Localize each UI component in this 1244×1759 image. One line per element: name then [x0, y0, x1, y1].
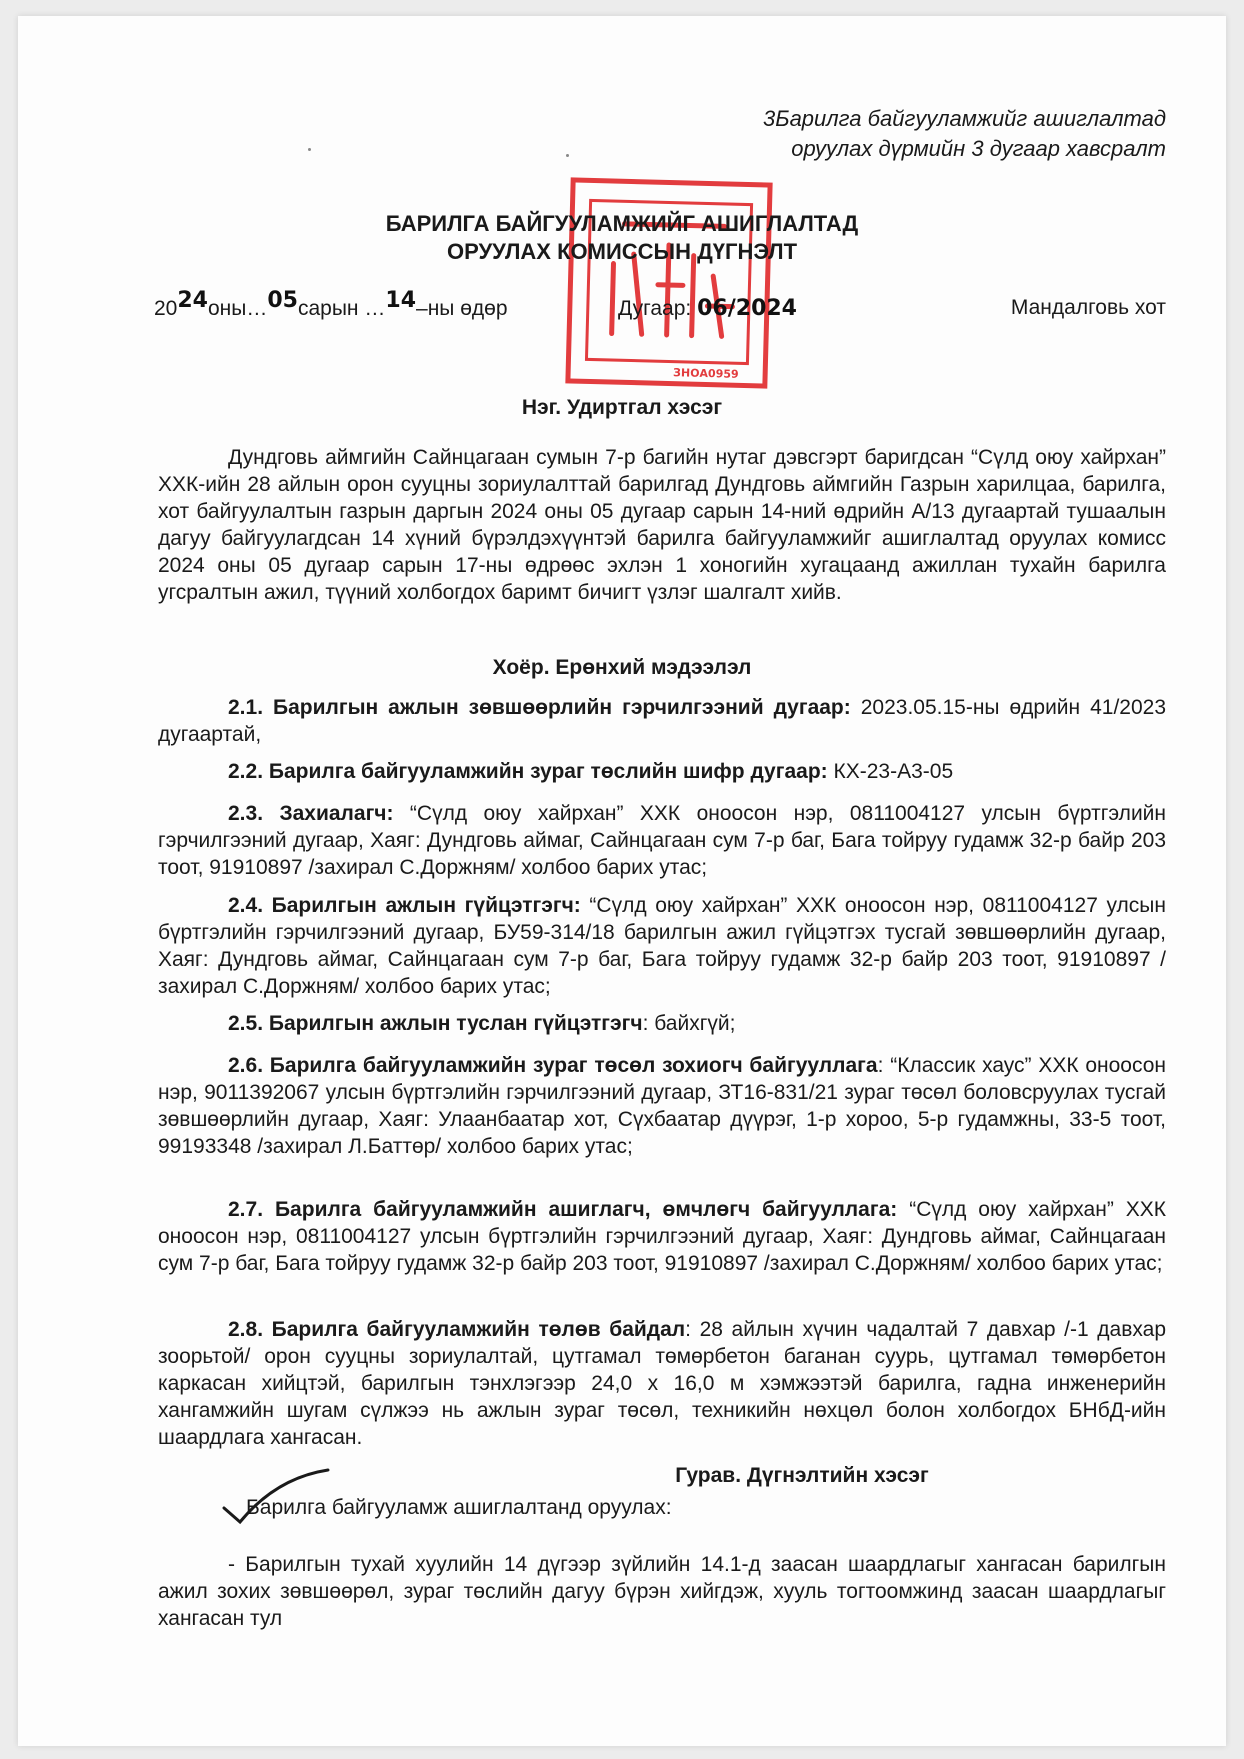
number-label: Дугаар:	[618, 297, 692, 320]
item-text: 2023.05.15-ны өдрийн 41/2023 дугаартай,	[158, 696, 1166, 746]
document-number	[618, 296, 797, 321]
scan-speck	[308, 148, 311, 151]
document-city: Мандалговь хот	[1010, 296, 1166, 319]
annex-line-1: 3Барилга байгууламжийг ашиглалтад	[763, 106, 1166, 131]
item-2-8	[158, 1316, 1166, 1451]
annex-line-2: оруулах дүрмийн 3 дугаар хавсралт	[791, 136, 1166, 161]
document-date: 2024оны…05сарын …14–ны өдөр	[154, 288, 508, 320]
day-label: –ны өдөр	[416, 297, 508, 320]
handwritten-number: 06/2024	[697, 296, 797, 321]
item-2-3	[158, 800, 1166, 881]
section-1-heading: Нэг. Удиртгал хэсэг	[521, 396, 723, 419]
item-text: “Сүлд оюу хайрхан” ХХК оноосон нэр, 0811004127 улсын бүртгэлийн гэрчилгээний дугаар, БУ59-314/18 барилгын ажил гүйцэтгэх тусгай зөвшөөрлийн дугаар, Хаяг: Дундговь аймаг, Сайнцагаан сум 7-р баг, Бага тойруу гудамж 32-р байр 203 тоот, 91910897 /захирал С.Доржням/ холбоо барих утас;	[158, 894, 1166, 998]
scan-speck	[566, 154, 569, 157]
year-prefix: 20	[154, 297, 178, 320]
year-suffix: оны	[207, 297, 247, 320]
section-2-heading: Хоёр. Ерөнхий мэдээлэл	[492, 656, 752, 679]
conclusion-item: Барилга байгууламж ашиглалтанд оруулах:	[246, 1496, 672, 1519]
item-text: : “Классик хаус” ХХК оноосон нэр, 9011392067 улсын бүртгэлийн гэрчилгээний дугаар, ЗТ16-831/21 зураг төсөл боловсруулах тусгай зөвшөөрлийн дугаар, Хаяг: Улаанбаатар хот, Сүхбаатар дүүрэг, 1-р хороо, 5-р гудамжны, 33-5 тоот, 99193348 /захирал Л.Баттөр/ холбоо барих утас;	[158, 1054, 1166, 1158]
item-text: : 28 айлын хүчин чадалтай 7 давхар /-1 давхар зоорьтой/ орон сууцны зориулалтай, цутгамал төмөрбетон баганан суурь, цутгамал төмөрбетон каркасан хийцтэй, барилгын тэнхлэгээр 24,0 х 16,0 м хэмжээтэй барилга, гадна инженерийн хангамжийн шугам сүлжээ нь ажлын зураг төсөл, техникийн нөхцөл болон холбогдох БНбД-ийн шаардлага хангасан.	[158, 1318, 1167, 1449]
item-label: 2.6. Барилга байгууламжийн зураг төсөл зохиогч байгууллага	[228, 1054, 878, 1077]
title-line-2: ОРУУЛАХ КОМИССЫН ДҮГНЭЛТ	[446, 239, 798, 264]
item-label: 2.8. Барилга байгууламжийн төлөв байдал	[228, 1318, 686, 1341]
month-label: сарын	[297, 297, 359, 320]
item-label: 2.7. Барилга байгууламжийн ашиглагч, өмчлөгч байгууллага:	[228, 1198, 898, 1221]
annex-note	[763, 104, 1166, 164]
item-text: : байхгүй;	[642, 1012, 736, 1035]
item-label: 2.3. Захиалагч:	[228, 802, 394, 825]
item-2-1	[158, 694, 1166, 748]
title-line-1: БАРИЛГА БАЙГУУЛАМЖИЙГ АШИГЛАЛТАД	[385, 211, 859, 236]
stamp-code: ЗНОА0959	[672, 366, 739, 381]
item-2-7	[158, 1196, 1166, 1277]
item-label: 2.1. Барилгын ажлын зөвшөөрлийн гэрчилгээний дугаар:	[228, 696, 851, 719]
date-number-line	[154, 288, 1166, 326]
section-3-heading: Гурав. Дүгнэлтийн хэсэг	[675, 1464, 929, 1487]
section-1-text: Дундговь аймгийн Сайнцагаан сумын 7-р багийн нутаг дэвсгэрт баригдсан “Сүлд оюу хайрхан” ХХК-ийн 28 айлын орон сууцны зориулалттай барилгад Дундговь аймгийн Газрын харилцаа, барилга, хот байгуулалтын газрын даргын 2024 оны 05 дугаар сарын 14-ний өдрийн А/13 дугаартай тушаалын дагуу байгуулагдсан 14 хүний бүрэлдэхүүнтэй барилга байгууламжийг ашиглалтад оруулах комисс 2024 оны 05 дугаар сарын 17-ны өдрөөс эхлэн 1 хоногийн хугацаанд ажиллан тухайн барилга угсралтын ажил, түүний холбогдох баримт бичигт үзлэг шалгалт хийв.	[158, 446, 1166, 604]
handwritten-day: 14	[385, 288, 417, 313]
item-label: 2.5. Барилгын ажлын туслан гүйцэтгэгч	[228, 1012, 643, 1035]
item-text: “Сүлд оюу хайрхан” ХХК оноосон нэр, 0811004127 улсын бүртгэлийн гэрчилгээний дугаар, Хаяг: Дундговь аймаг, Сайнцагаан сум 7-р баг, Бага тойруу гудамж 32-р байр 203 тоот, 91910897 /захирал С.Доржням/ холбоо барих утас;	[158, 802, 1166, 879]
handwritten-year: 24	[177, 288, 208, 313]
item-2-4	[158, 892, 1166, 1000]
handwritten-month: 05	[267, 288, 298, 313]
item-label: 2.4. Барилгын ажлын гүйцэтгэгч:	[228, 894, 581, 917]
item-label: 2.2. Барилга байгууламжийн зураг төслийн шифр дугаар:	[228, 760, 828, 783]
item-2-6	[158, 1052, 1166, 1160]
conclusion-text: - Барилгын тухай хуулийн 14 дүгээр зүйлийн 14.1-д заасан шаардлагыг хангасан барилгын ажил зохих зөвшөөрөл, зураг төслийн дагуу бүрэн хийгдэж, хууль тогтоомжинд заасан шаардлагыг хангасан тул	[158, 1553, 1166, 1630]
item-2-2	[158, 758, 1166, 785]
item-2-5	[158, 1010, 1166, 1037]
document-title	[0, 210, 1244, 266]
item-text: КХ-23-А3-05	[827, 760, 954, 783]
item-text: “Сүлд оюу хайрхан” ХХК оноосон нэр, 0811004127 улсын бүртгэлийн гэрчилгээний дугаар, Хаяг: Дундговь аймаг, Сайнцагаан сум 7-р баг, Бага тойруу гудамж 32-р байр 203 тоот, 91910897 /захирал С.Доржням/ холбоо барих утас;	[158, 1198, 1166, 1275]
